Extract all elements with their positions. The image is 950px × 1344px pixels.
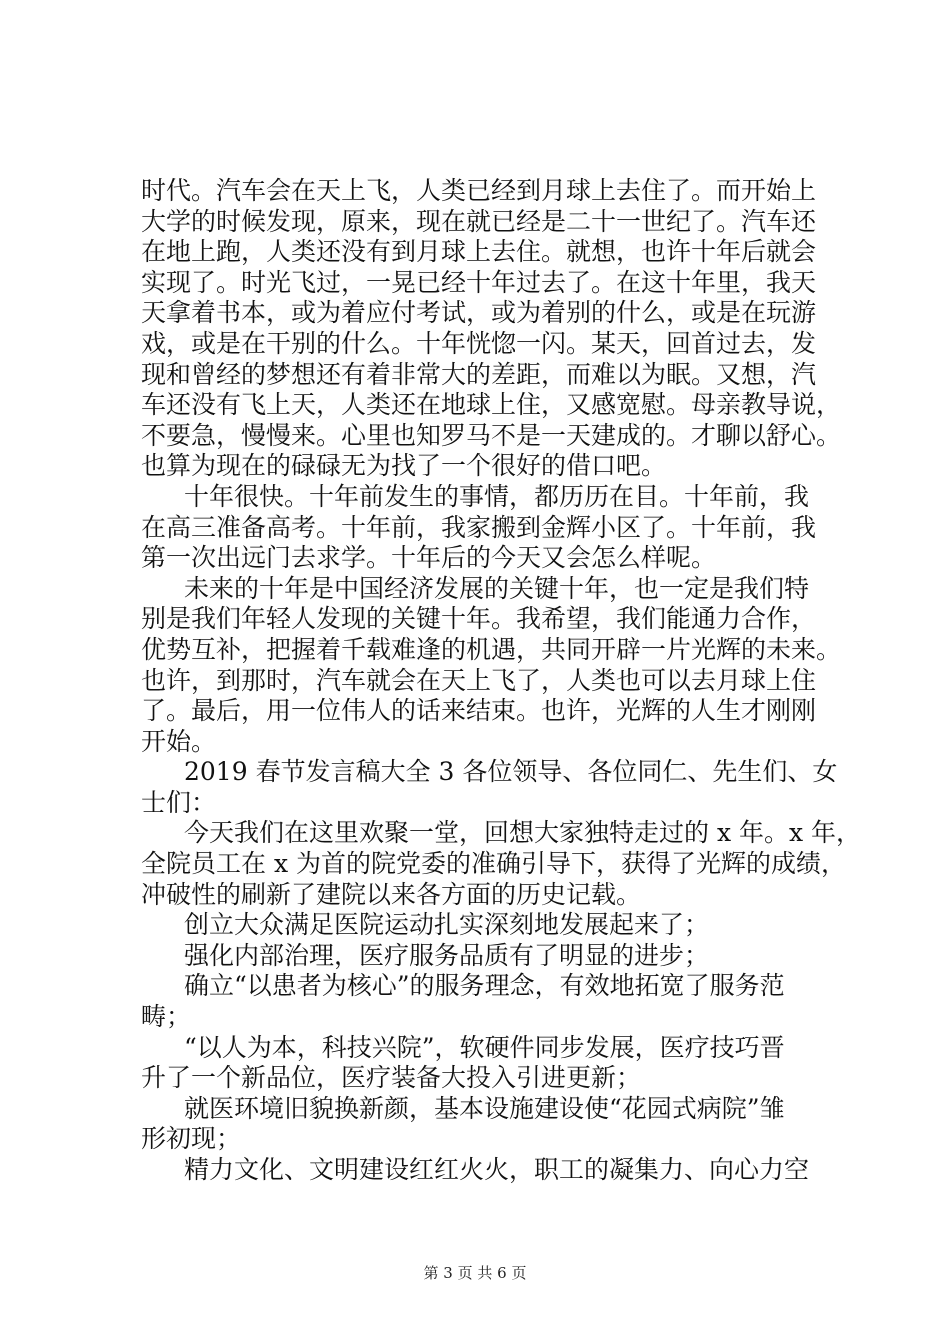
- text-line: 升了一个新品位，医疗装备大投入引进更新；: [141, 1063, 642, 1093]
- text-line: 士们：: [141, 787, 217, 817]
- text-line: 强化内部治理，医疗服务品质有了明显的进步；: [184, 940, 710, 970]
- text-line: 实现了。时光飞过，一晃已经十年过去了。在这十年里，我天: [141, 267, 817, 297]
- text-line: “以人为本，科技兴院”，软硬件同步发展，医疗技巧晋: [184, 1032, 785, 1062]
- text-line: 精力文化、文明建设红红火火，职工的凝集力、向心力空: [184, 1155, 810, 1184]
- text-line: 车还没有飞上天，人类还在地球上住，又感宽慰。母亲教导说，: [141, 390, 842, 420]
- text-line: 创立大众满足医院运动扎实深刻地发展起来了；: [184, 910, 710, 940]
- text-line: 畴；: [141, 1002, 192, 1032]
- text-line: 全院员工在 x 为首的院党委的准确引导下，获得了光辉的成绩，: [141, 849, 846, 879]
- text-line: 开始。: [141, 726, 217, 756]
- text-line: 在高三准备高考。十年前，我家搬到金辉小区了。十年前，我: [141, 512, 817, 542]
- page-footer: 第 3 页 共 6 页: [423, 1264, 527, 1282]
- text-line: 在地上跑，人类还没有到月球上去住。就想，也许十年后就会: [141, 237, 817, 267]
- text-line: 今天我们在这里欢聚一堂，回想大家独特走过的 x 年。x 年，: [184, 818, 862, 848]
- text-line: 别是我们年轻人发现的关键十年。我希望，我们能通力合作，: [141, 604, 817, 634]
- text-line: 时代。汽车会在天上飞，人类已经到月球上去住了。而开始上: [141, 176, 817, 205]
- text-line: 了。最后，用一位伟人的话来结束。也许，光辉的人生才刚刚: [141, 696, 817, 726]
- text-line: 就医环境旧貌换新颜，基本设施建设使“花园式病院”雏: [184, 1093, 785, 1123]
- text-line: 戏，或是在干别的什么。十年恍惚一闪。某天，回首过去，发: [141, 328, 817, 358]
- text-line: 冲破性的刷新了建院以来各方面的历史记载。: [141, 879, 642, 909]
- text-line: 形初现；: [141, 1124, 242, 1154]
- text-line: 第一次出远门去求学。十年后的今天又会怎么样呢。: [141, 543, 717, 573]
- text-line: 确立“以患者为核心”的服务理念，有效地拓宽了服务范: [184, 971, 785, 1001]
- text-line: 大学的时候发现，原来，现在就已经是二十一世纪了。汽车还: [141, 206, 817, 236]
- text-line: 优势互补，把握着千载难逢的机遇，共同开辟一片光辉的未来。: [141, 634, 842, 664]
- text-line: 不要急，慢慢来。心里也知罗马不是一天建成的。才聊以舒心。: [141, 420, 842, 450]
- text-line: 也许，到那时，汽车就会在天上飞了，人类也可以去月球上住: [141, 665, 817, 695]
- text-line: 十年很快。十年前发生的事情，都历历在目。十年前，我: [184, 481, 810, 511]
- body-text: [141, 176, 862, 1186]
- text-line: 未来的十年是中国经济发展的关键十年，也一定是我们特: [184, 573, 810, 603]
- text-line: 也算为现在的碌碌无为找了一个很好的借口吧。: [141, 451, 667, 481]
- text-line: 天拿着书本，或为着应付考试，或为着别的什么，或是在玩游: [141, 298, 817, 328]
- text-line: 现和曾经的梦想还有着非常大的差距，而难以为眠。又想，汽: [141, 359, 817, 389]
- text-line: 2019 春节发言稿大全 3 各位领导、各位同仁、先生们、女: [184, 757, 838, 787]
